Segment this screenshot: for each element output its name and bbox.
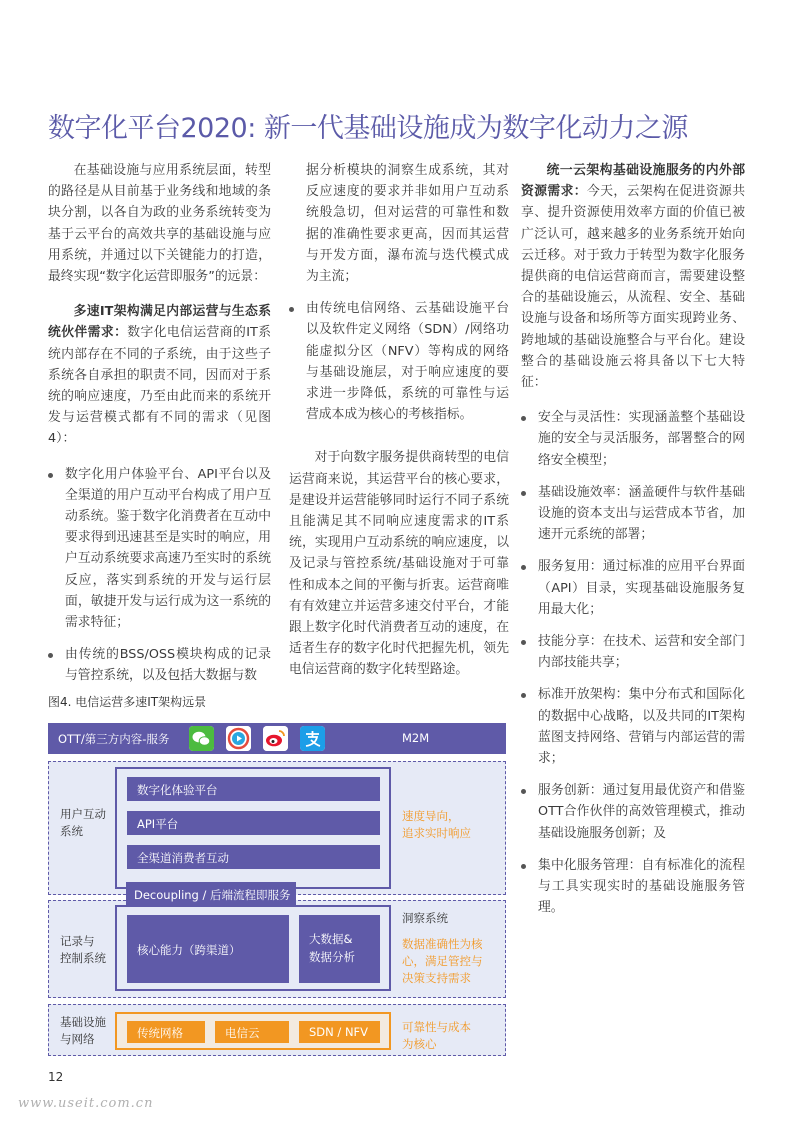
col2-bullet-list [289,160,509,425]
video-play-icon [226,726,251,751]
record-control-band [48,900,506,998]
band-label-infrastructure: 基础设施 与网络 [60,1015,106,1046]
list-item: 由传统的BSS/OSS模块构成的记录与管控系统，以及包括大数据与数 [48,644,271,686]
infrastructure-band [48,1004,506,1056]
page-number: 12 [48,1070,64,1084]
list-item: 服务创新：通过复用最优资产和借鉴OTT合作伙伴的高效管理模式，推动基础设施服务创新；及 [521,780,745,844]
list-item: 集中化服务管理：自有标准化的流程与工具实现实时的基础设施服务管理。 [521,855,745,919]
telecom-cloud-box: 电信云 [215,1021,289,1043]
multispeed-lead: 多速IT架构满足内部运营与生态系统伙伴需求： [48,304,271,341]
col1-bullet-list [48,464,271,687]
band-label-record-control: 记录与 控制系统 [60,934,106,965]
list-item: 技能分享：在技术、运营和安全部门内部技能共享； [521,631,745,673]
api-platform: API平台 [127,811,380,835]
list-item: 由传统电信网络、云基础设施平台以及软件定义网络（SDN）/网络功能虚拟分区（NFV）等构成的网络与基础设施层，对于响应速度的要求进一步降低，系统的可靠性与运营成本成为核心的考核指标。 [289,298,509,425]
record-control-frame [115,905,391,991]
bullet-icon [521,693,526,698]
multispeed-body: 数字化电信运营商的IT系统内部存在不同的子系统，由于这些子系统各自承担的职责不同，因而对于系统的响应速度，乃至由此而来的系统开发与运营模式都有不同的需求（见图4）： [48,325,272,447]
list-item: 数字化用户体验平台、API平台以及全渠道的用户互动平台构成了用户互动系统。鉴于数字化消费者在互动中要求得到迅速甚至是实时的响应，用户互动系统要求高速乃至实时的系统反应，落实到系统的开发与运行层面，敏捷开发与运行成为这一系统的需求特征； [48,464,271,634]
digital-experience-platform: 数字化体验平台 [127,777,380,801]
wechat-icon [189,726,214,751]
col3-bullet-list [521,407,745,918]
sdn-nfv-box: SDN / NFV [299,1021,380,1043]
cloud-body: 今天，云架构在促进资源共享、提升资源使用效率方面的价值已被广泛认可，越来越多的业务系统开始向云迁移。对于致力于转型为数字化服务提供商的电信运营商而言，需要建设整合的基础设施云，从流程、安全、基础设施与设备和场所等方面实现跨业务、跨地域的基础设施整合与平台化。建设整合的基础设施云将具备以下七大特征： [521,184,746,391]
list-item: 服务复用：通过标准的应用平台界面（API）目录，实现基础设施服务复用最大化； [521,556,745,620]
speed-note: 速度导向， 追求实时响应 [402,809,471,840]
m2m-label: M2M [402,731,430,745]
weibo-icon [263,726,288,751]
list-item-continued: 据分析模块的洞察生成系统，其对反应速度的要求并非如用户互动系统般急切，但对运营的可靠性和数据的准确性要求更高，因而其运营与开发方面，瀑布流与迭代模式成为主流； [306,163,509,285]
user-interaction-frame [115,767,391,889]
reliability-note: 可靠性与成本 为核心 [402,1020,471,1051]
accuracy-note: 数据准确性为核 心，满足管控与 决策支持需求 [402,937,483,985]
bullet-icon [48,653,53,658]
text-column-3 [521,160,745,930]
bullet-icon [521,565,526,570]
bullet-icon [48,473,53,478]
bullet-icon [521,491,526,496]
ott-label: OTT/第三方内容-服务 [58,732,170,746]
bullet-icon [521,640,526,645]
cloud-lead: 统一云架构基础设施服务的内外部资源需求： [521,163,745,200]
list-item: 安全与灵活性：实现涵盖整个基础设施的安全与灵活服务，部署整合的网络安全模型； [521,407,745,471]
text-column-1 [48,160,271,698]
list-item: 标准开放架构：集中分布式和国际化的数据中心战略，以及共同的IT架构蓝图支持网络、营销与内部运营的需求； [521,684,745,769]
core-capability-box: 核心能力（跨渠道） [127,915,289,983]
cloud-paragraph [521,160,745,393]
decoupling-bar: Decoupling / 后端流程即服务 [126,882,296,906]
architecture-figure [48,723,506,1056]
omnichannel-interaction: 全渠道消费者互动 [127,845,380,869]
bullet-icon [521,416,526,421]
band-label-user-interaction: 用户互动 系统 [60,807,106,838]
bullet-icon [521,864,526,869]
infrastructure-frame [115,1012,391,1050]
insight-system-label: 洞察系统 [402,911,448,925]
big-data-box: 大数据& 数据分析 [299,915,380,983]
user-interaction-band [48,761,506,895]
traditional-network-box: 传统网格 [127,1021,205,1043]
ott-topbar [48,723,506,754]
alipay-icon [300,726,325,751]
text-column-2 [289,160,509,695]
multispeed-paragraph [48,301,271,449]
intro-paragraph: 在基础设施与应用系统层面，转型的路径是从目前基于业务线和地域的条块分割，以各自为政的业务系统转变为基于云平台的高效共享的基础设施与应用系统，并通过以下关键能力的打造，最终实现“数字化运营即服务”的远景： [48,163,271,285]
figure-caption: 图4. 电信运营多速IT架构远景 [48,695,207,709]
page-title: 数字化平台2020: 新一代基础设施成为数字化动力之源 [48,113,688,144]
watermark: www.useit.com.cn [18,1096,154,1111]
bullet-icon [521,789,526,794]
list-item: 基础设施效率：涵盖硬件与软件基础设施的资本支出与运营成本节省，加速开元系统的部署； [521,482,745,546]
bullet-icon [289,307,294,312]
platform-paragraph: 对于向数字服务提供商转型的电信运营商来说，其运营平台的核心要求，是建设并运营能够同时运行不同子系统且能满足其不同响应速度需求的IT系统，实现用户互动系统的响应速度，以及记录与管控系统/基础设施对于可靠性和成本之间的平衡与折衷。运营商唯有有效建立并运营多速交付平台，才能跟上数字化时代消费者互动的速度，在适者生存的数字化时代把握先机，领先电信运营商的数字化转型路途。 [289,450,509,678]
